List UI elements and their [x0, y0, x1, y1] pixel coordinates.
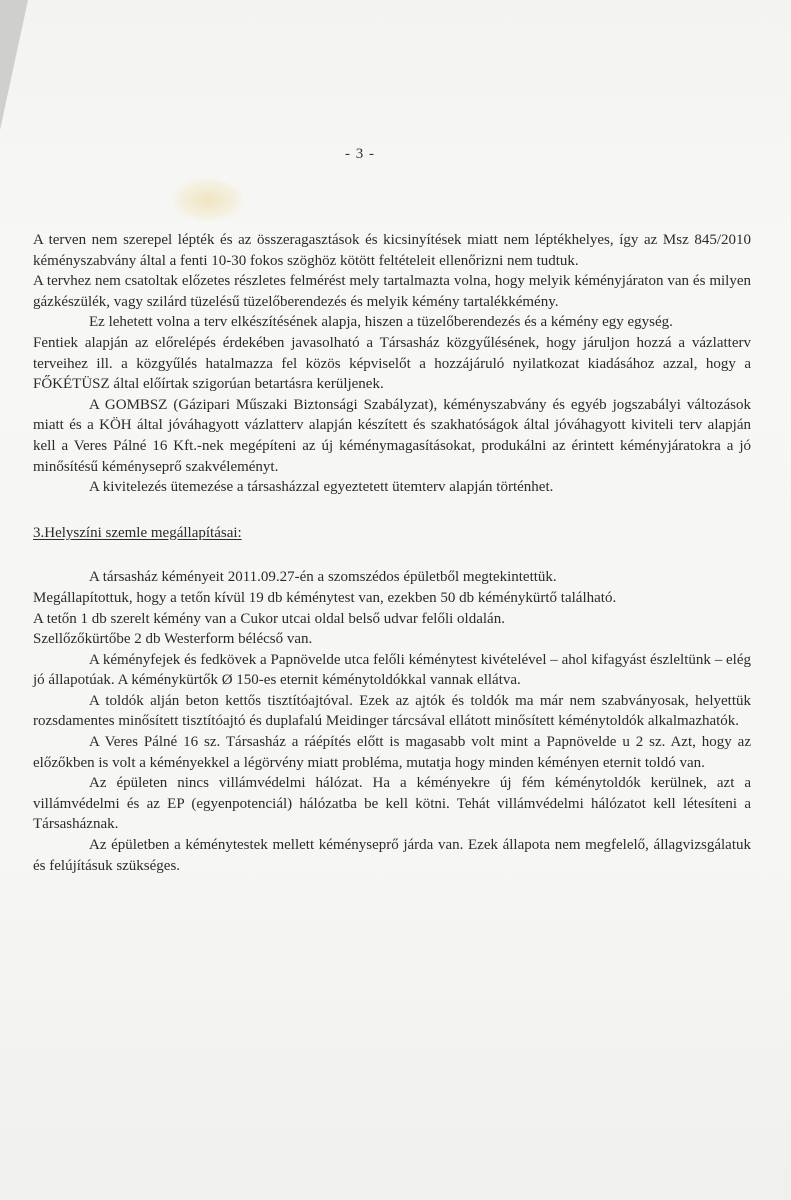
finding-paragraph: A társasház kéményeit 2011.09.27-én a szomszédos épületből megtekintettük.	[89, 569, 557, 586]
paragraph: A kivitelezés ütemezése a társasházzal egyeztetett ütemterv alapján történhet.	[89, 479, 554, 496]
finding-paragraph: Az épületen nincs villámvédelmi hálózat. Ha a kéményekre új fém kéménytoldók kerülnek, azt a villámvédelmi és az EP (egyenpotenciál) hálózatba be kell kötni. Tehát villámvédelmi hálózatot kell létesíteni a Társasháznak.	[33, 775, 751, 833]
page-number: - 3 -	[345, 146, 375, 162]
paper-stain	[172, 178, 244, 222]
findings-section	[33, 567, 751, 876]
paragraph: A GOMBSZ (Gázipari Műszaki Biztonsági Szabályzat), kéményszabvány és egyéb jogszabályi változások miatt és a KÖH által jóváhagyott vázlatterv alapján készített és szakhatóságok által jóváhagyott kiviteli terv alapján kell a Veres Pálné 16 Kft.-nek megépíteni az új kéménymagasításokat, produkálni az érintett kéményjáratokra a jó minősítésű kéményseprő szakvéleményt.	[33, 396, 751, 475]
section-title: 3.Helyszíni szemle megállapításai:	[33, 524, 242, 541]
finding-paragraph: A tetőn 1 db szerelt kémény van a Cukor utcai oldal belső udvar felőli oldalán.	[33, 610, 505, 627]
document-body	[33, 230, 751, 876]
intro-section	[33, 230, 751, 498]
paragraph: A tervhez nem csatoltak előzetes részletes felmérést mely tartalmazta volna, hogy melyik kéményjáraton van és milyen gázkészülék, vagy szilárd tüzelésű tüzelőberendezés és melyik kémény tartalékkémény.	[33, 273, 751, 310]
page-corner-shadow	[0, 0, 28, 130]
finding-paragraph: A kéményfejek és fedkövek a Papnövelde utca felőli kéménytest kivételével – ahol kifagyást észleltünk – elég jó állapotúak. A kéménykürtők Ø 150-es eternit kéménytoldókkal vannak ellátva.	[33, 651, 751, 689]
finding-paragraph: Szellőzőkürtőbe 2 db Westerform bélécső van.	[33, 631, 313, 648]
paragraph: Fentiek alapján az előrelépés érdekében javasolható a Társasház közgyűlésének, hogy járuljon hozzá a vázlatterv terveihez ill. a közgyűlés hatalmazza fel közös képviselőt a hozzájáruló nyilatkozat kiadásához azzal, hogy a FŐKÉTÜSZ által előírtak szigorúan betartásra kerüljenek.	[33, 334, 751, 393]
finding-paragraph: A Veres Pálné 16 sz. Társasház a ráépítés előtt is magasabb volt mint a Papnövelde u 2 sz. Azt, hogy az előzőkben is volt a kéményekkel a légörvény miatt probléma, mutatja hogy minden kéményen eternit toldó van.	[33, 734, 751, 771]
finding-paragraph: A toldók alján beton kettős tisztítóajtóval. Ezek az ajtók és toldók ma már nem szabványosak, helyettük rozsdamentes minősített tisztítóajtó és duplafalú Meidinger tárcsával ellátott minősített kéménytoldók alkalmazhatók.	[33, 692, 751, 730]
finding-paragraph: Megállapítottuk, hogy a tetőn kívül 19 db kéménytest van, ezekben 50 db kéménykürtő található.	[33, 589, 617, 606]
finding-paragraph: Az épületben a kéménytestek mellett kéményseprő járda van. Ezek állapota nem megfelelő, állagvizsgálatuk és felújításuk szükséges.	[33, 837, 751, 874]
paragraph: Ez lehetett volna a terv elkészítésének alapja, hiszen a tüzelőberendezés és a kémény egy egység.	[89, 314, 673, 331]
paragraph: A terven nem szerepel lépték és az összeragasztások és kicsinyítések miatt nem léptékhelyes, így az Msz 845/2010 kéményszabvány által a fenti 10-30 fokos szöghöz kötött feltételeit ellenőrizni nem tudtuk.	[33, 232, 751, 269]
